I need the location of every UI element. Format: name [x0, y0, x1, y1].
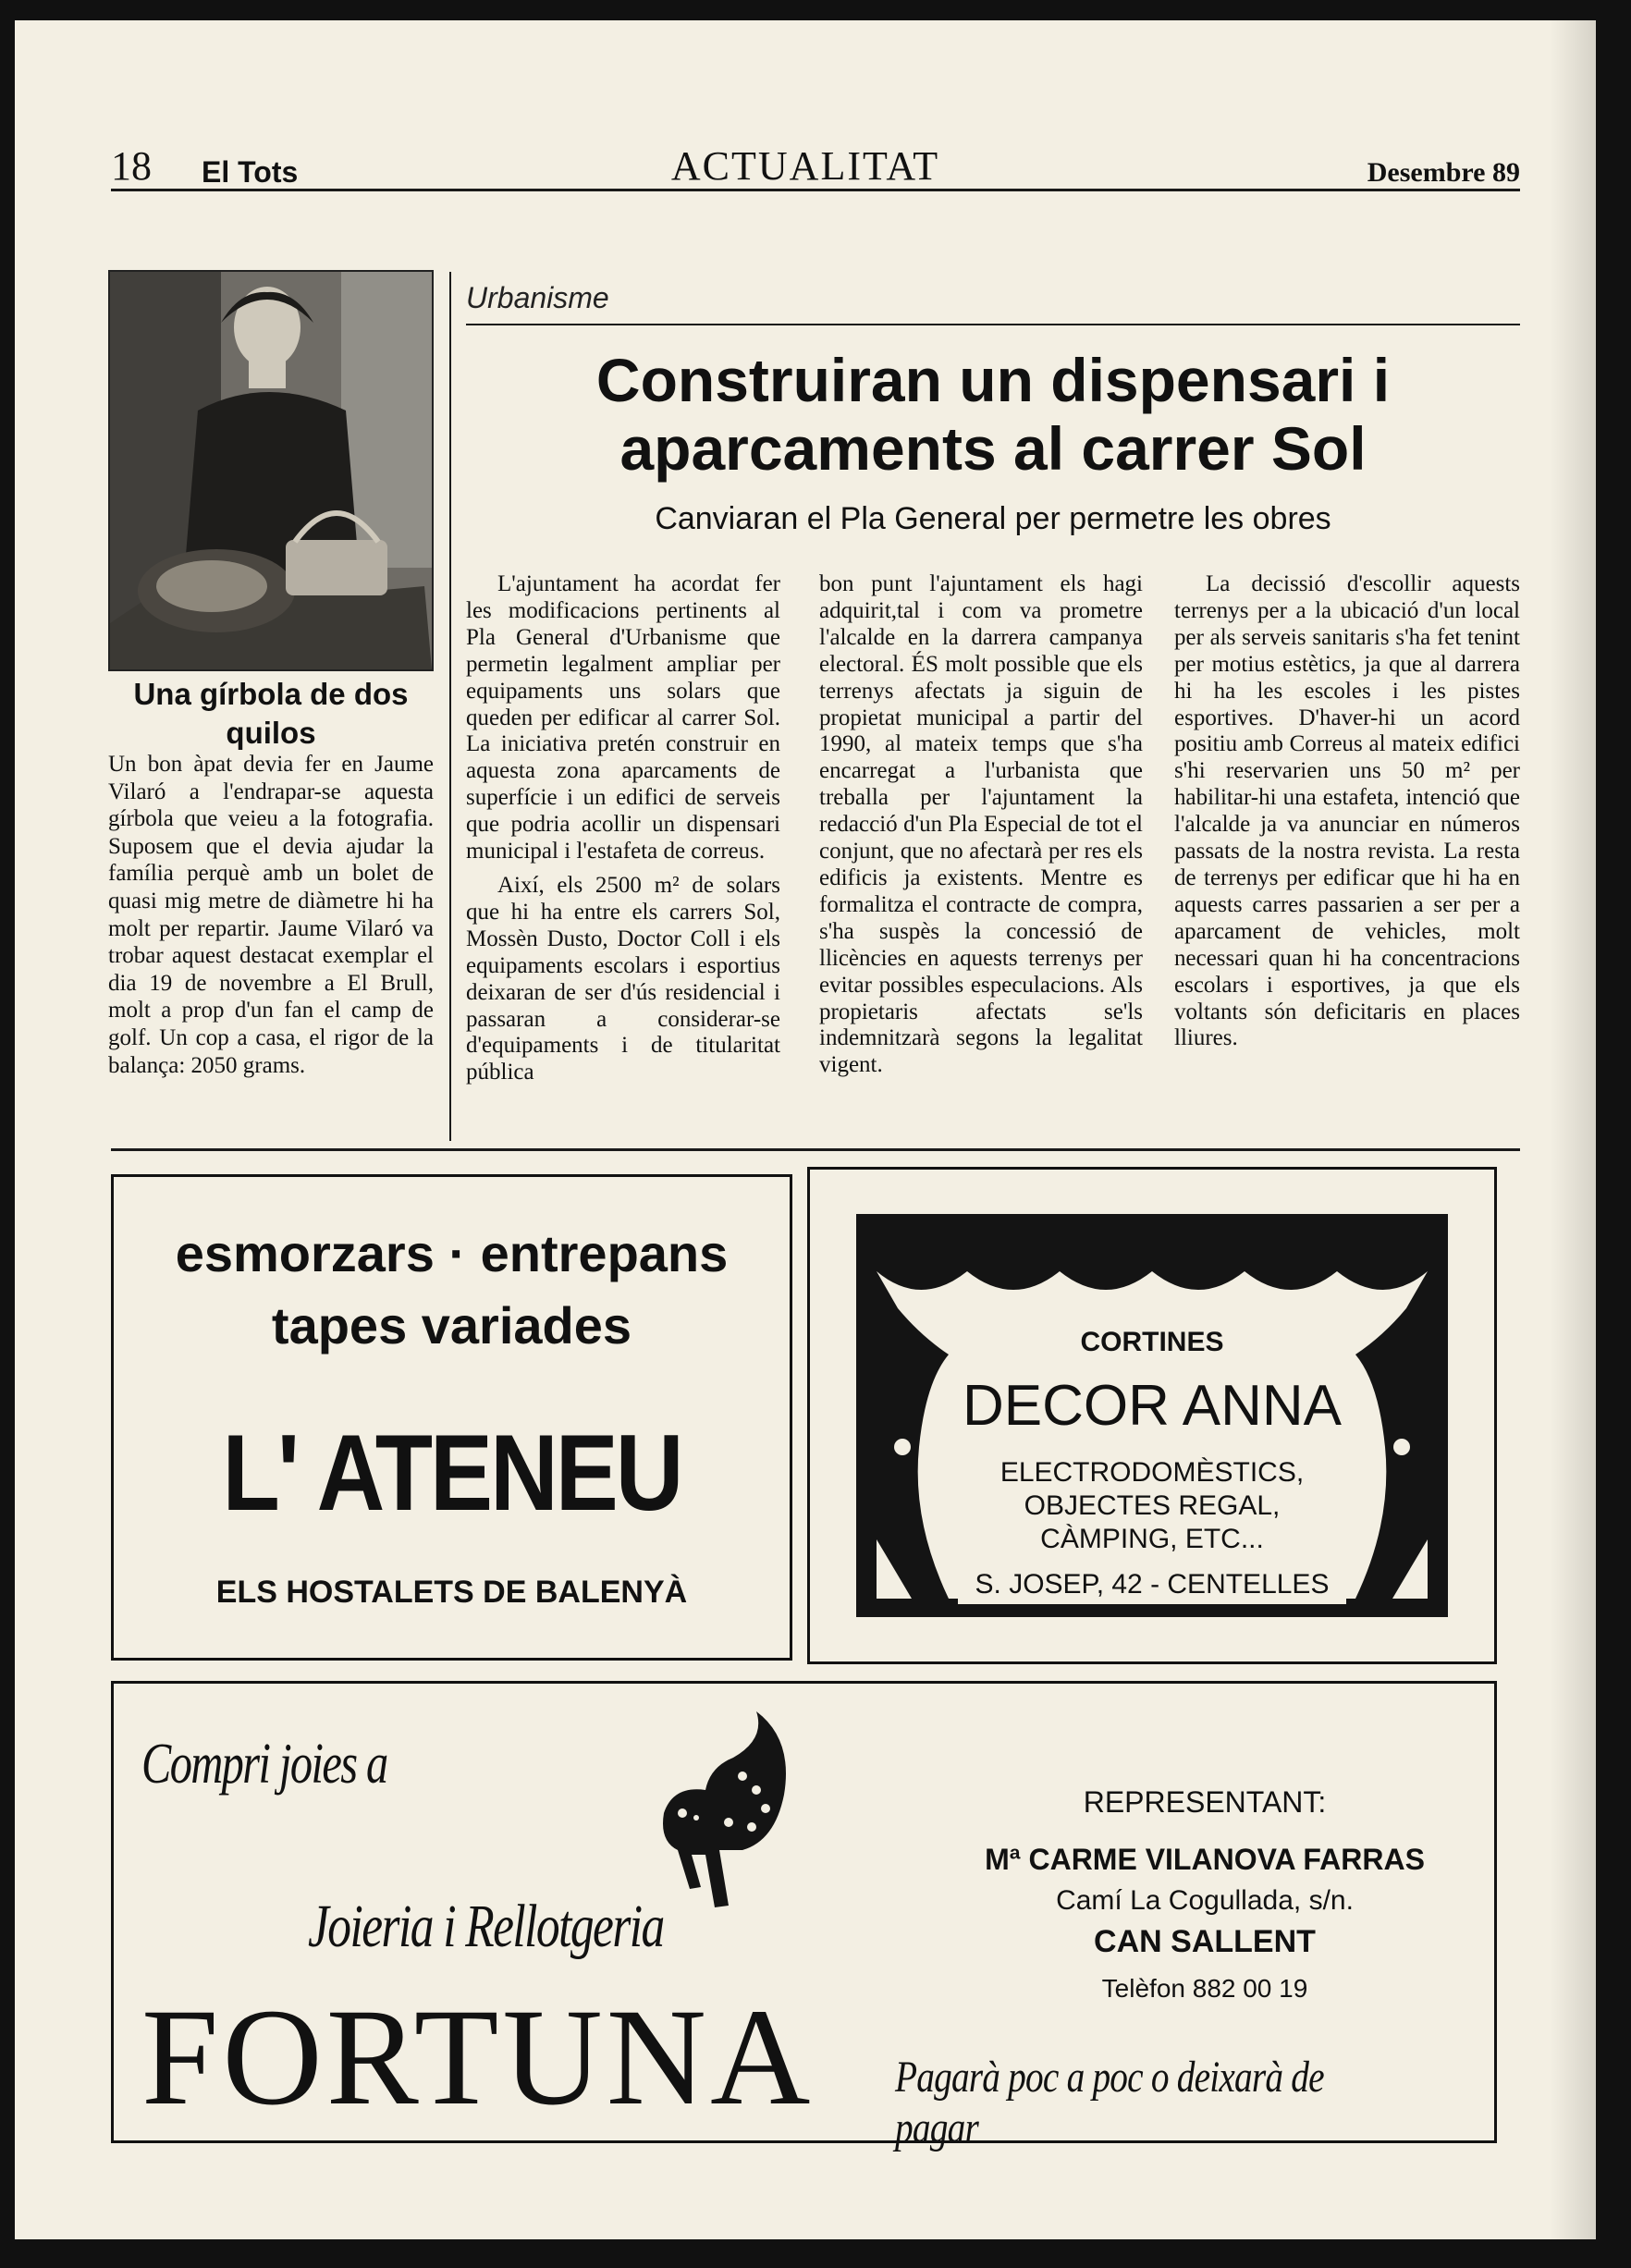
scan-shadow — [1550, 20, 1596, 2239]
ad-fortuna-slogan: Pagarà poc a poc o deixarà de pagar — [895, 2053, 1324, 2152]
ad-fortuna-rep-name: Mª CARME VILANOVA FARRAS — [985, 1843, 1425, 1876]
article-paragraph: Així, els 2500 m² de solars que hi ha entre els carrers Sol, Mossèn Dusto, Doctor Coll i els equipaments escolars i esportius deixaran de ser d'ús residencial i passaran a considerar-se d'equipaments i de titularitat pública — [466, 872, 780, 1085]
issue-date: Desembre 89 — [1367, 157, 1520, 188]
ad-decor-line2: OBJECTES REGAL, — [1024, 1490, 1281, 1521]
ad-fortuna-name: FORTUNA — [141, 1980, 815, 2134]
ad-fortuna-type: Joieria i Rellotgeria — [308, 1893, 664, 1960]
ad-decor-name: DECOR ANNA — [963, 1374, 1342, 1438]
ad-decor-line1: ELECTRODOMÈSTICS, — [999, 1457, 1305, 1488]
magazine-page — [15, 20, 1596, 2239]
column-divider — [449, 272, 451, 1141]
kicker-rule — [466, 324, 1520, 325]
ad-fortuna-intro: Compri joies a — [141, 1733, 387, 1796]
article-column-1 — [466, 571, 780, 1086]
photo — [108, 270, 434, 671]
ad-fortuna-rep-place: CAN SALLENT — [1094, 1924, 1316, 1959]
article-paragraph: bon punt l'ajuntament els hagi adquirit,tal i com va prometre l'alcalde en la darrera campanya electoral. ÉS molt possible que els terrenys afectats ja siguin de propietat municipal a partir del 1990, al mateix temps que s'ha encarregat a l'urbanista que treballa per l'ajuntament la redacció d'un Pla Especial de tot el conjunt, que no afectarà per res els edificis ja existents. Mentre es formalitza el contracte de compra, s'ha suspès la concessió de llicències en aquests terrenys per evitar possibles especulacions. Als propietaris afectats se'ls indemnitzarà segons la legalitat vigent. — [819, 571, 1143, 1078]
ads-rule — [111, 1148, 1520, 1151]
caption-body: Un bon àpat devia fer en Jaume Vilaró a l'endrapar-se aquesta gírbola que veieu a la fotografia. Suposem que el devia ajudar la família perquè amb un bolet de quasi mig metre de diàmetre hi ha molt per repartir. Jaume Vilaró va trobar aquest destacat exemplar el dia 19 de novembre a El Brull, molt a prop d'un fan el camp de golf. Un cop a casa, el rigor de la balança: 2050 grams. — [108, 752, 434, 1078]
publication-name: El Tots — [202, 155, 299, 189]
header-rule — [111, 189, 1520, 191]
ad-fortuna — [111, 1681, 1497, 2152]
ad-ateneu-name: L' ATENEU — [222, 1412, 681, 1534]
article-headline: Construiran un dispensari i aparcaments al carrer Sol — [595, 346, 1391, 483]
article-paragraph: La decissió d'escollir aquests terrenys per a la ubicació d'un local per als serveis sanitaris s'ha fet tenint per motius estètics, ja que al darrera hi ha les escoles i les pistes esportives. D'haver-hi un acord positiu amb Correus al mateix edifici s'hi reservarien uns 50 m² per habilitar-hi una estafeta, intenció que l'alcalde ja va anunciar en números passats de la nostra revista. La resta de terrenys per edificar que hi ha en aquests carres passarien a ser per a aparcament de vehicles, molt necessari quan hi ha concentracions escolars i esportives, ja que els voltants són deficitaris en places lliures. — [1174, 571, 1520, 1051]
page-number: 18 — [111, 143, 152, 189]
article-column-2 — [819, 571, 1143, 1079]
photo-image — [110, 272, 432, 669]
article-kicker: Urbanisme — [466, 281, 609, 314]
ad-ateneu-line1: esmorzars · entrepans — [175, 1224, 729, 1282]
cat-logo-icon — [655, 1702, 803, 1915]
ad-decor-line3: CÀMPING, ETC... — [1040, 1524, 1264, 1554]
ad-decor-address: S. JOSEP, 42 - CENTELLES — [958, 1565, 1346, 1604]
article-subhead: Canviaran el Pla General per permetre les obres — [655, 501, 1331, 536]
ad-fortuna-rep-phone: Telèfon 882 00 19 — [1101, 1974, 1308, 2003]
ad-fortuna-rep-address: Camí La Cogullada, s/n. — [1056, 1885, 1354, 1916]
article-paragraph: L'ajuntament ha acordat fer les modificacions pertinents al Pla General d'Urbanisme que permetin legalment ampliar per equipaments uns solars que queden per edificar al carrer Sol. La iniciativa pretén construir en aquesta zona aparcaments de superfície i un edifici de serveis que podria acollir un dispensari municipal i l'estafeta de correus. — [466, 571, 780, 864]
ad-ateneu — [111, 1174, 792, 1661]
caption-title: Una gírbola de dos quilos — [133, 677, 409, 750]
ad-ateneu-line2: tapes variades — [271, 1296, 632, 1355]
article-column-3 — [1174, 571, 1520, 1052]
ad-decor-small: CORTINES — [1080, 1327, 1224, 1357]
ad-ateneu-location: ELS HOSTALETS DE BALENYÀ — [215, 1575, 688, 1610]
ad-decor-products — [949, 1456, 1355, 1556]
ad-decor-anna — [807, 1167, 1497, 1664]
section-title: ACTUALITAT — [670, 143, 940, 189]
ad-fortuna-rep-label: REPRESENTANT: — [1083, 1785, 1327, 1819]
